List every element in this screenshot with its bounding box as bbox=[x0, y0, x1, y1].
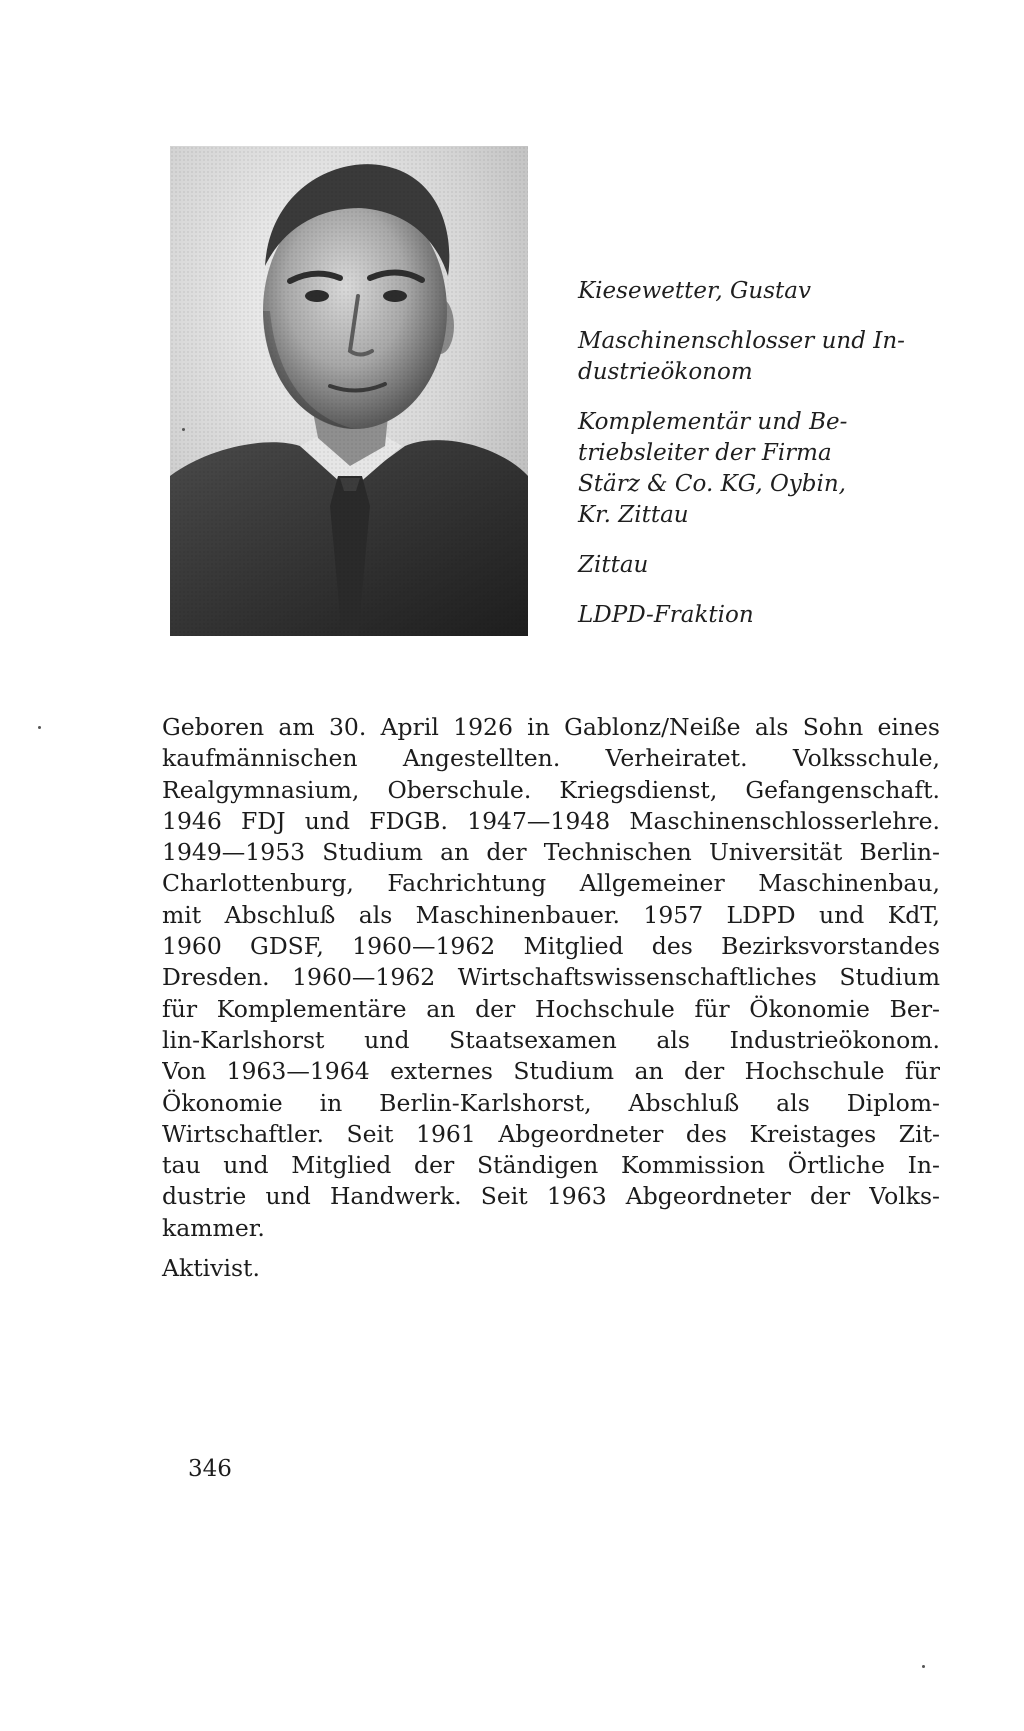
page-number: 346 bbox=[188, 1456, 232, 1482]
portrait-photo bbox=[170, 146, 528, 636]
biography-paragraph bbox=[162, 712, 940, 1244]
award-text: Aktivist. bbox=[162, 1254, 260, 1282]
biography-line: tau und Mitglied der Ständigen Kommission Örtliche In- bbox=[162, 1151, 940, 1180]
member-profession: Maschinenschlosser und In- dustrieökonom bbox=[578, 328, 905, 385]
scan-speck bbox=[922, 1665, 925, 1668]
biography-line: lin-Karlshorst und Staatsexamen als Industrieökonom. bbox=[162, 1025, 940, 1054]
biography-line: Realgymnasium, Oberschule. Kriegsdienst, Gefangenschaft. bbox=[162, 775, 940, 804]
portrait-photo-image bbox=[170, 146, 528, 636]
biography-line: Geboren am 30. April 1926 in Gablonz/Neiße als Sohn eines bbox=[162, 713, 940, 741]
biography-line: dustrie und Handwerk. Seit 1963 Abgeordneter der Volks- bbox=[162, 1182, 940, 1211]
biography-line: Ökonomie in Berlin-Karlshorst, Abschluß als Diplom- bbox=[162, 1088, 940, 1117]
scan-speck bbox=[182, 428, 185, 431]
biography-line: Von 1963—1964 externes Studium an der Hochschule für bbox=[162, 1057, 940, 1086]
biography-line: 1960 GDSF, 1960—1962 Mitglied des Bezirksvorstandes bbox=[162, 932, 940, 961]
biography-line: 1946 FDJ und FDGB. 1947—1948 Maschinenschlosserlehre. bbox=[162, 806, 940, 835]
member-caption bbox=[578, 276, 938, 650]
biography-line: für Komplementäre an der Hochschule für Ökonomie Ber- bbox=[162, 994, 940, 1023]
member-constituency: Zittau bbox=[578, 552, 649, 578]
member-position: Komplementär und Be- triebsleiter der Firma Stärz & Co. KG, Oybin, Kr. Zittau bbox=[578, 409, 848, 528]
scan-speck bbox=[38, 726, 41, 729]
biography-line: 1949—1953 Studium an der Technischen Universität Berlin- bbox=[162, 838, 940, 867]
biography-line: mit Abschluß als Maschinenbauer. 1957 LDPD und KdT, bbox=[162, 900, 940, 929]
biography-line: kammer. bbox=[162, 1213, 265, 1242]
biography-line: Charlottenburg, Fachrichtung Allgemeiner Maschinenbau, bbox=[162, 869, 940, 898]
member-name: Kiesewetter, Gustav bbox=[578, 278, 811, 304]
biography-line: kaufmännischen Angestellten. Verheiratet. Volksschule, bbox=[162, 744, 940, 773]
member-faction: LDPD-Fraktion bbox=[578, 602, 754, 628]
biography-line: Wirtschaftler. Seit 1961 Abgeordneter des Kreistages Zit- bbox=[162, 1119, 940, 1148]
biography-line: Dresden. 1960—1962 Wirtschaftswissenschaftliches Studium bbox=[162, 963, 940, 992]
